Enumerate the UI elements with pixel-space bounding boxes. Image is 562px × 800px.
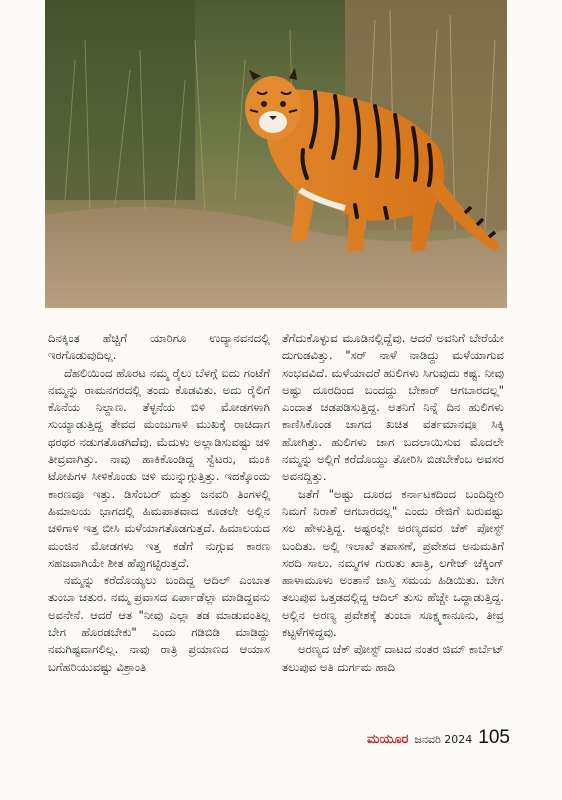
- article-column-left: [48, 330, 270, 676]
- page-number: 105: [478, 727, 510, 748]
- paragraph: ಅರಣ್ಯದ ಚೆಕ್ ಪೋಸ್ಟ್ ದಾಟದ ನಂತರ ಜಿಮ್ ಕಾರ್ಬೆಟ್ ತಲುಪುವ ಅತಿ ದುರ್ಗಮ ಹಾದಿ: [282, 642, 504, 674]
- issue-date: ಜನವರಿ 2024: [414, 733, 473, 746]
- article-column-right: [282, 330, 504, 676]
- magazine-logo: ಮಯೂರ: [366, 732, 409, 747]
- paragraph: ದಿನಕ್ಕಿಂತ ಹೆಚ್ಚಿಗೆ ಯಾರಿಗೂ ಉದ್ಯಾನವನದಲ್ಲಿ ಇರಗೊಡುವುದಿಲ್ಲ.: [48, 331, 270, 363]
- paragraph: ನಮ್ಮನ್ನು ಕರೆದೊಯ್ಯಲು ಬಂದಿದ್ದ ಆದಿಲ್ ಎಂಬಾತ ತುಂಬಾ ಚತುರ. ನಮ್ಮ ಪ್ರವಾಸದ ಏರ್ಪಾಡೆಲ್ಲಾ ಮಾಡಿದ್ದವನು ಅವನೇನೆ. ಆದರೆ ಆತ "ನೀವು ಎಲ್ಲಾ ತಡ ಮಾಡುವಂತಿಲ್ಲ ಬೇಗ ಹೊರಡಬೇಕು" ಎಂದು ಗಡಿಬಿಡಿ ಮಾಡಿದ್ದು ನಮಗಿಷ್ಟವಾಗಲಿಲ್ಲ. ನಾವು ರಾತ್ರಿ ಪ್ರಯಾಣದ ಆಯಾಸ ಬಗೆಹರಿಯುವಷ್ಟು ವಿಶ್ರಾಂತಿ: [48, 573, 270, 674]
- page-footer: [367, 727, 510, 751]
- paragraph: ದೆಹಲಿಯಿಂದ ಹೊರಟ ನಮ್ಮ ರೈಲು ಬೆಳಗ್ಗೆ ಐದು ಗಂಟೆಗೆ ನಮ್ಮನ್ನು ರಾಮನಗರದಲ್ಲಿ ತಂದು ಕೊಡವಿತು. ಅದು ರೈಲಿಗೆ ಕೊನೆಯ ನಿಲ್ದಾಣ. ತೆಳ್ಳನೆಯ ಬಿಳಿ ಮೋಡಗಳಾಗಿ ಸುಯ್ಯಾಡುತ್ತಿದ್ದ ತೇವದ ಮಂಜುಗಾಳಿ ಮುಖಕ್ಕೆ ರಾಚಿದಾಗ ಥರಥರ ನಡುಗತೊಡಗಿದೆವು. ಮೆದುಳು ಅಲ್ಲಾಡಿಸುವಷ್ಟು ಚಳಿ ತೀವ್ರವಾಗಿತ್ತು. ನಾವು ಹಾಕಿಕೊಂಡಿದ್ದ ಸ್ವೆಟರು, ಮಂಕಿ ಟೋಪಿಗಳ ಸೀಳಿಕೊಂಡು ಚಳಿ ಮುನ್ನುಗ್ಗುತ್ತಿತ್ತು. ಇದಕ್ಕೊಂದು ಕಾರಣವೂ ಇತ್ತು. ಡಿಸೆಂಬರ್ ಮತ್ತು ಜನವರಿ ತಿಂಗಳಲ್ಲಿ ಹಿಮಾಲಯ ಭಾಗದಲ್ಲಿ ಹಿಮಪಾತವಾದ ಕೂಡಲೇ ಅಲ್ಲಿನ ಚಳಿಗಾಳಿ ಇತ್ತ ಬೀಸಿ ಮಳೆಯಾಗತೊಡಗುತ್ತದೆ. ಹಿಮಾಲಯದ ಮಂಜಿನ ಮೋಡಗಳು ಇತ್ತ ಕಡೆಗೆ ನುಗ್ಗುವ ಕಾರಣ ಸಹಜವಾಗಿಯೇ ಶೀತ ಹೆಪ್ಪುಗಟ್ಟಿರುತ್ತದೆ.: [48, 365, 270, 570]
- paragraph: ತೆಗೆದುಕೊಳ್ಳುವ ಮೂಡಿನಲ್ಲಿದ್ದೆವು. ಆದರೆ ಅವನಿಗೆ ಬೇರೆಯೇ ದುಗುಡವಿತ್ತು. "ಸರ್ ನಾಳೆ ನಾಡಿದ್ದು ಮಳೆಯಾಗುವ ಸಂಭವವಿದೆ. ಮಳೆಯಾದರೆ ಹುಲಿಗಳು ಸಿಗುವುದು ಕಷ್ಟ. ನೀವು ಅಷ್ಟು ದೂರದಿಂದ ಬಂದದ್ದು ಬೇಕಾರ್ ಆಗಬಾರದಲ್ಲ" ಎಂದಾತ ಚಡಪಡಿಸುತ್ತಿದ್ದ. ಅತನಿಗೆ ನಿನ್ನೆ ದಿನ ಹುಲಿಗಳು ಕಾಣಿಸಿಕೊಂಡ ಜಾಗದ ಖಚಿತ ವರ್ತಮಾನವೂ ಸಿಕ್ಕಿ ಹೋಗಿತ್ತು. ಹುಲಿಗಳು ಜಾಗ ಬದಲಾಯಿಸುವ ಮೊದಲೇ ನಮ್ಮನ್ನು ಅಲ್ಲಿಗೆ ಕರೆದೊಯ್ದು ತೋರಿಸಿ ಬಿಡಬೇಕೆಂಬ ಅವಸರ ಅವನದ್ದಿತ್ತು.: [282, 331, 504, 484]
- tiger-photo: [45, 0, 507, 308]
- paragraph: ಜತೆಗೆ "ಅಷ್ಟು ದೂರದ ಕರ್ನಾಟಕದಿಂದ ಬಂದಿದ್ದೀರಿ ನಿಮಗೆ ನಿರಾಶೆ ಆಗಬಾರದಲ್ಲ" ಎಂದು ರೇಜಿಗೆ ಬರುವಷ್ಟು ಸಲ ಹೇಳುತ್ತಿದ್ದ. ಅಷ್ಟರಲ್ಲೇ ಅರಣ್ಯದವರ ಚೆಕ್ ಪೋಸ್ಟ್ ಬಂದಿತು. ಅಲ್ಲಿ ಇಲಾಖೆ ತಪಾಸಣೆ, ಪ್ರವೇಶದ ಅನುಮತಿಗೆ ಸರದಿ ಸಾಲು. ನಮ್ಮಗಳ ಗುರುತು ಖಾತ್ರಿ, ಲಗೇಜ್ ಚೆಕ್ಕಿಂಗ್ ಹಾಳಾಮೂಳು ಅಂತಾನೆ ಜಾಸ್ತಿ ಸಮಯ ಹಿಡಿಯಿತು. ಬೇಗ ತಲುಪುವ ಒತ್ತಡದಲ್ಲಿದ್ದ ಆದಿಲ್ ತುಸು ಹೆಚ್ಚೇ ಒದ್ದಾಡುತ್ತಿದ್ದ. ಅಲ್ಲಿನ ಅರಣ್ಯ ಪ್ರವೇಶಕ್ಕೆ ತುಂಬಾ ಸೂಕ್ಷ್ಮಕಾನೂನು, ತೀವ್ರ ಕಟ್ಟಳೆಗಳಿದ್ದವು.: [282, 486, 504, 640]
